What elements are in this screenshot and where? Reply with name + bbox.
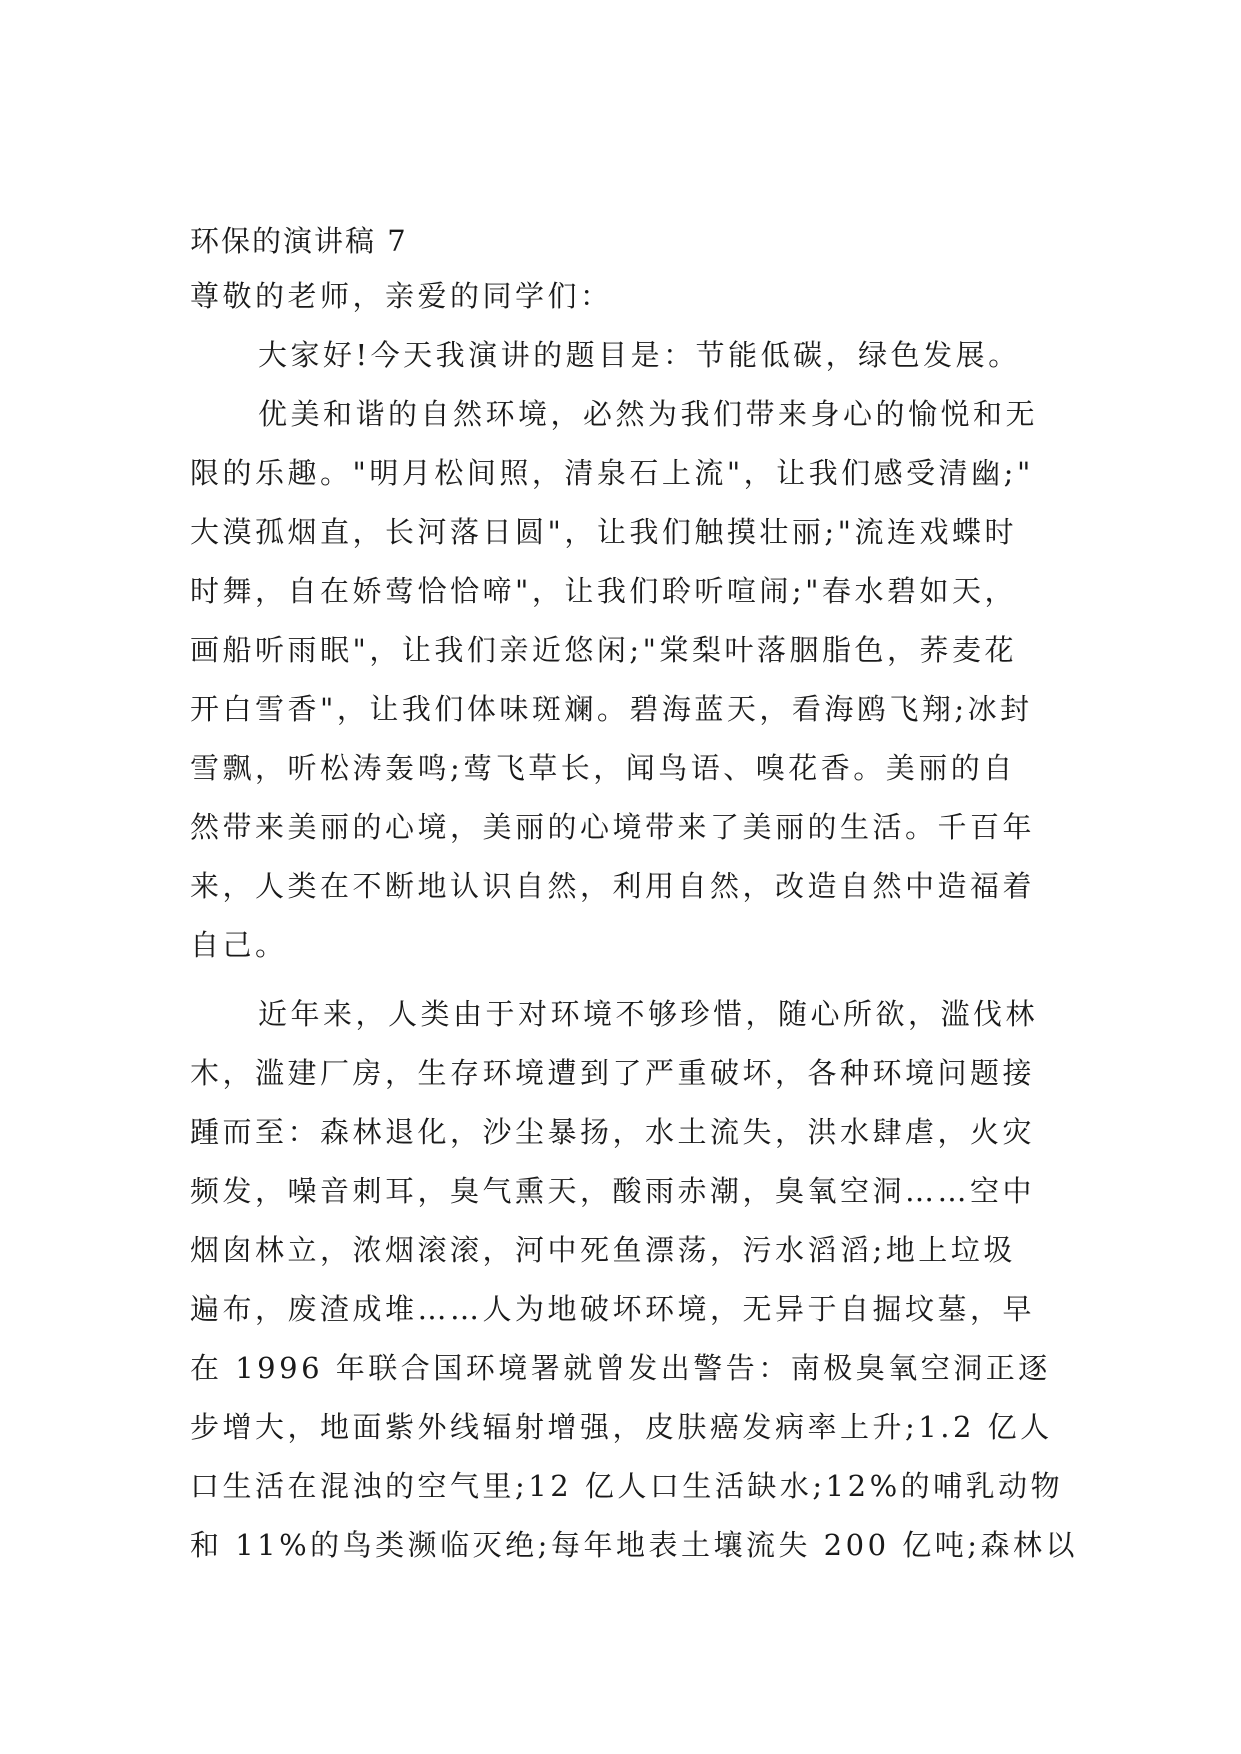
paragraph-line: 然带来美丽的心境，美丽的心境带来了美丽的生活。千百年: [190, 810, 1036, 844]
paragraph-line: 在 1996 年联合国环境署就曾发出警告：南极臭氧空洞正逐: [190, 1351, 1051, 1385]
paragraph-line: 步增大，地面紫外线辐射增强，皮肤癌发病率上升;1.2 亿人: [190, 1410, 1053, 1444]
paragraph-line: 时舞，自在娇莺恰恰啼"，让我们聆听喧闹;"春水碧如天，: [190, 574, 1017, 608]
paragraph-line: 和 11%的鸟类濒临灭绝;每年地表土壤流失 200 亿吨;森林以: [190, 1528, 1079, 1562]
paragraph-greeting: [190, 326, 1050, 385]
paragraph-line: 自己。: [190, 928, 288, 962]
paragraph-line: 雪飘，听松涛轰鸣;莺飞草长，闻鸟语、嗅花香。美丽的自: [190, 751, 1016, 785]
paragraph-line: 遍布，废渣成堆……人为地破坏环境，无异于自掘坟墓，早: [190, 1292, 1036, 1326]
paragraph-line: 频发，噪音刺耳，臭气熏天，酸雨赤潮，臭氧空洞……空中: [190, 1174, 1036, 1208]
paragraph-line: 近年来，人类由于对环境不够珍惜，随心所欲，滥伐林: [258, 997, 1039, 1031]
document-body: [190, 215, 1079, 1575]
paragraph-line: 口生活在混浊的空气里;12 亿人口生活缺水;12%的哺乳动物: [190, 1469, 1064, 1503]
paragraph-line: 大家好!今天我演讲的题目是：节能低碳，绿色发展。: [258, 338, 1021, 372]
paragraph-line: 踵而至：森林退化，沙尘暴扬，水土流失，洪水肆虐，火灾: [190, 1115, 1036, 1149]
document-title: 环保的演讲稿 7: [190, 224, 408, 258]
paragraph-line: 木，滥建厂房，生存环境遭到了严重破坏，各种环境问题接: [190, 1056, 1036, 1090]
paragraph-line: 优美和谐的自然环境，必然为我们带来身心的愉悦和无: [258, 397, 1039, 431]
paragraph-line: 画船听雨眠"，让我们亲近悠闲;"棠梨叶落胭脂色，荞麦花: [190, 633, 1017, 667]
paragraph-nature: [190, 385, 1050, 975]
paragraph-line: 大漠孤烟直，长河落日圆"，让我们触摸壮丽;"流连戏蝶时: [190, 515, 1017, 549]
salutation: 尊敬的老师，亲爱的同学们：: [190, 279, 613, 313]
paragraph-line: 来，人类在不断地认识自然，利用自然，改造自然中造福着: [190, 869, 1036, 903]
paragraph-line: 烟囱林立，浓烟滚滚，河中死鱼漂荡，污水滔滔;地上垃圾: [190, 1233, 1016, 1267]
paragraph-environment: [190, 985, 1079, 1575]
paragraph-line: 开白雪香"，让我们体味斑斓。碧海蓝天，看海鸥飞翔;冰封: [190, 692, 1033, 726]
paragraph-line: 限的乐趣。"明月松间照，清泉石上流"，让我们感受清幽;": [190, 456, 1034, 490]
